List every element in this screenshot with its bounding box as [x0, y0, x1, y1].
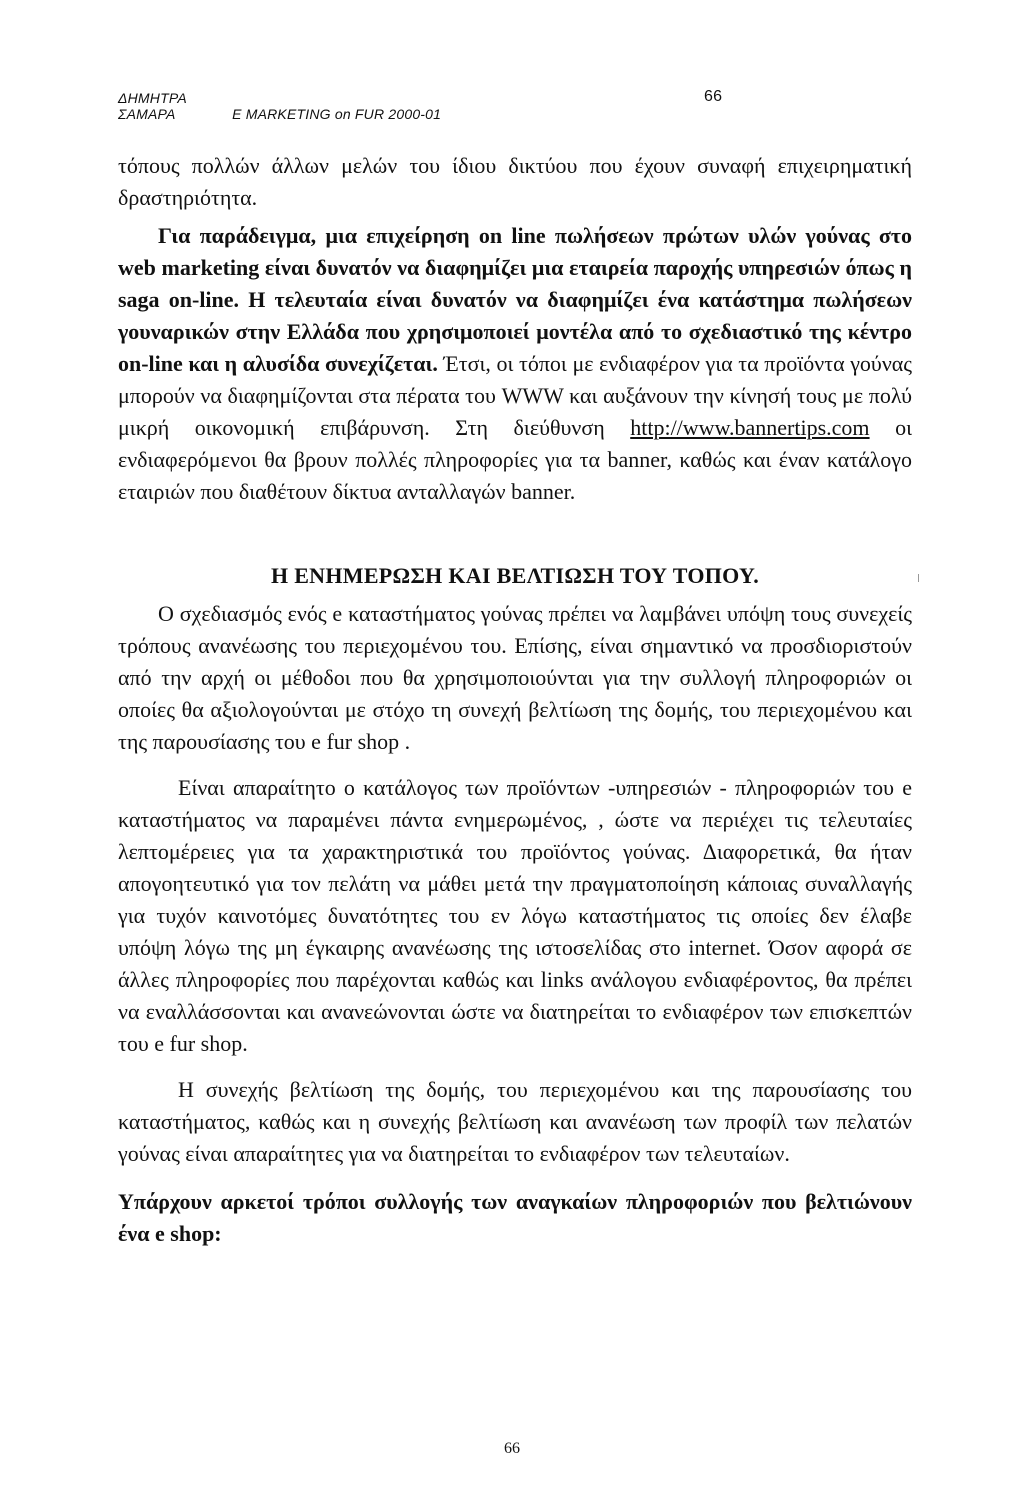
bannertips-link[interactable]: http://www.bannertips.com — [630, 415, 870, 440]
paragraph-catalog: Είναι απαραίτητο ο κατάλογος των προϊόντων -υπηρεσιών - πληροφοριών του e καταστήματος να παραμένει πάντα ενημερωμένος, , ώστε να περιέχει τις τελευταίες λεπτομέρειες για τα χαρακτηριστικά του προϊόντος γούνας. Διαφορετικά, θα ήταν απογοητευτικό για τον πελάτη να μάθει μετά την πραγματοποίηση κάποιας συναλλαγής για τυχόν καινοτόμες δυνατότητες του εν λόγω καταστήματος τις οποίες δεν έλαβε υπόψη λόγω της μη έγκαιρης ανανέωσης της ιστοσελίδας στο internet. Όσον αφορά σε άλλες πληροφορίες που παρέχονται καθώς και links ανάλογου ενδιαφέροντος, θα πρέπει να εναλλάσσονται και ανανεώνονται ώστε να διατηρείται το ενδιαφέρον των επισκεπτών του e fur shop. — [118, 775, 912, 1056]
paragraph-example-text-a: Έτσι, οι τόποι με ενδιαφέρον για τα προϊόντα γούνας μπορούν να διαφημίζονται στα πέρατα του WWW και αυξάνουν την κίνησή τους με πολύ μικρή οικονομική επιβάρυνση. Στη διεύθυνση — [118, 351, 912, 440]
header-subtitle: E MARKETING on FUR 2000-01 — [232, 106, 442, 122]
footer-page-number: 66 — [504, 1440, 520, 1457]
paragraph-methods-intro: Υπάρχουν αρκετοί τρόποι συλλογής των αναγκαίων πληροφοριών που βελτιώνουν ένα e shop: — [118, 1189, 912, 1246]
section-heading: Η ΕΝΗΜΕΡΩΣΗ ΚΑΙ ΒΕΛΤΙΩΣΗ ΤΟΥ ΤΟΠΟΥ. — [270, 563, 759, 588]
paragraph-example-text-b: οι ενδιαφερόμενοι θα βρουν πολλές πληροφορίες για τα banner, καθώς και έναν κατάλογο εταιριών που διαθέτουν δίκτυα ανταλλαγών banner. — [118, 415, 912, 504]
page-body — [118, 150, 912, 1250]
scan-mark — [918, 574, 919, 582]
paragraph-design: Ο σχεδιασμός ενός e καταστήματος γούνας πρέπει να λαμβάνει υπόψη τους συνεχείς τρόπους ανανέωσης του περιεχομένου του. Επίσης, είναι σημαντικό να προσδιοριστούν από την αρχή οι μέθοδοι που θα χρησιμοποιούνται για την συλλογή πληροφοριών οι οποίες θα αξιολογούνται με στόχο τη συνεχή βελτίωση της δομής, του περιεχομένου και της παρουσίασης του e fur shop . — [118, 601, 912, 754]
paragraph-improvement: Η συνεχής βελτίωση της δομής, του περιεχομένου και της παρουσίασης του καταστήματος, καθώς και η συνεχής βελτίωση και ανανέωση των προφίλ των πελατών γούνας είναι απαραίτητες για να διατηρείται το ενδιαφέρον των τελευταίων. — [118, 1077, 912, 1166]
header-page-number: 66 — [704, 88, 723, 105]
running-header — [118, 88, 723, 122]
paragraph-example — [118, 220, 912, 508]
paragraph-continuation: τόπους πολλών άλλων μελών του ίδιου δικτύου που έχουν συναφή επιχειρηματική δραστηριότητα. — [118, 153, 912, 210]
paragraph-example-bold: Για παράδειγμα, μια επιχείρηση on line πωλήσεων πρώτων υλών γούνας στο web marketing είναι δυνατόν να διαφημίζει μια εταιρεία παροχής υπηρεσιών όπως η saga on-line. Η τελευταία είναι δυνατόν να διαφημίζει ένα κατάστημα πωλήσεων γουναρικών στην Ελλάδα που χρησιμοποιεί μοντέλα από το σχεδιαστικό της κέντρο on-line και η αλυσίδα συνεχίζεται. — [118, 223, 912, 376]
header-author: ΔΗΜΗΤΡΑ ΣΑΜΑΡΑ — [118, 90, 187, 122]
